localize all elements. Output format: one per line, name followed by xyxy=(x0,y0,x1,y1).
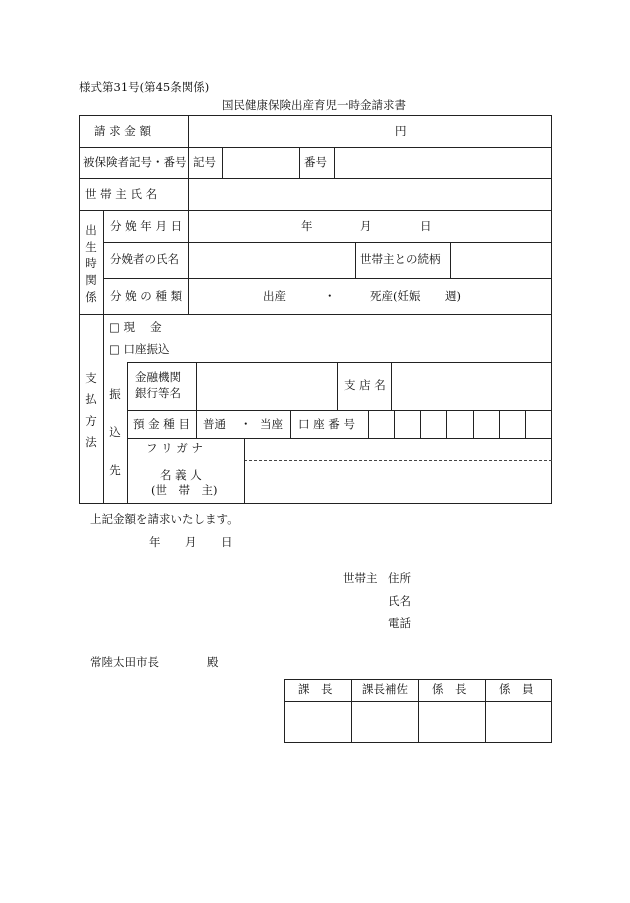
account-holder-sub: (世 帯 主) xyxy=(151,483,218,497)
approval-header-deputy-chief: 課長補佐 xyxy=(362,682,408,696)
deliverer-name-label: 分娩者の氏名 xyxy=(110,252,179,266)
date-day: 日 xyxy=(420,219,432,233)
branch-label: 支 店 名 xyxy=(344,378,386,392)
approval-header-section-chief: 課 長 xyxy=(298,682,333,696)
stillbirth-option: 死産(妊娠 xyxy=(370,289,421,303)
weeks-label: 週) xyxy=(445,289,461,303)
deposit-type-label: 預 金 種 目 xyxy=(133,417,190,431)
approval-header-staff: 係 員 xyxy=(499,682,534,696)
birth-section-label: 出生時関係 xyxy=(85,223,97,304)
householder-label: 世帯主 xyxy=(343,571,378,585)
delivery-type-label: 分 娩 の 種 類 xyxy=(110,289,183,303)
address-label: 住所 xyxy=(388,571,411,585)
honorific: 殿 xyxy=(207,655,219,669)
approval-header-unit-chief: 係 長 xyxy=(432,682,467,696)
transfer-destination-label: 振込先 xyxy=(109,387,121,477)
furigana-label: フ リ ガ ナ xyxy=(146,441,203,455)
request-statement: 上記金額を請求いたします。 xyxy=(90,512,239,526)
account-number-label: 口 座 番 号 xyxy=(298,417,355,431)
birth-option: 出産 xyxy=(263,289,286,303)
date-year: 年 xyxy=(301,219,313,233)
claim-amount-label: 請 求 金 額 xyxy=(94,124,151,138)
ordinary-option: 普通 xyxy=(203,417,226,431)
form-title: 国民健康保険出産育児一時金請求書 xyxy=(222,98,406,112)
form-number: 様式第31号(第45条関係) xyxy=(79,80,210,94)
option-separator: ・ xyxy=(324,289,336,303)
cash-option: □ 現 金 xyxy=(109,320,162,334)
footer-date-day: 日 xyxy=(221,535,233,549)
mayor-addressee: 常陸太田市長 xyxy=(90,655,159,669)
transfer-option: □ 口座振込 xyxy=(109,342,170,356)
symbol-label: 記号 xyxy=(193,155,216,169)
insured-label: 被保険者記号・番号 xyxy=(83,155,187,169)
name-label: 氏名 xyxy=(388,594,411,608)
householder-name-label: 世 帯 主 氏 名 xyxy=(85,187,158,201)
phone-label: 電話 xyxy=(388,616,411,630)
payment-section-label: 支払方法 xyxy=(85,371,97,449)
yen-unit: 円 xyxy=(395,124,407,138)
number-label: 番号 xyxy=(304,155,327,169)
relation-label: 世帯主との続柄 xyxy=(360,252,441,266)
date-month: 月 xyxy=(360,219,372,233)
deposit-separator: ・ xyxy=(240,417,252,431)
footer-date-month: 月 xyxy=(185,535,197,549)
account-holder-label: 名 義 人 xyxy=(160,468,202,482)
current-option: 当座 xyxy=(260,417,283,431)
bank-label-line2: 銀行等名 xyxy=(135,386,181,400)
birth-date-label: 分 娩 年 月 日 xyxy=(110,219,183,233)
footer-date-year: 年 xyxy=(149,535,161,549)
bank-label-line1: 金融機関 xyxy=(135,370,181,384)
